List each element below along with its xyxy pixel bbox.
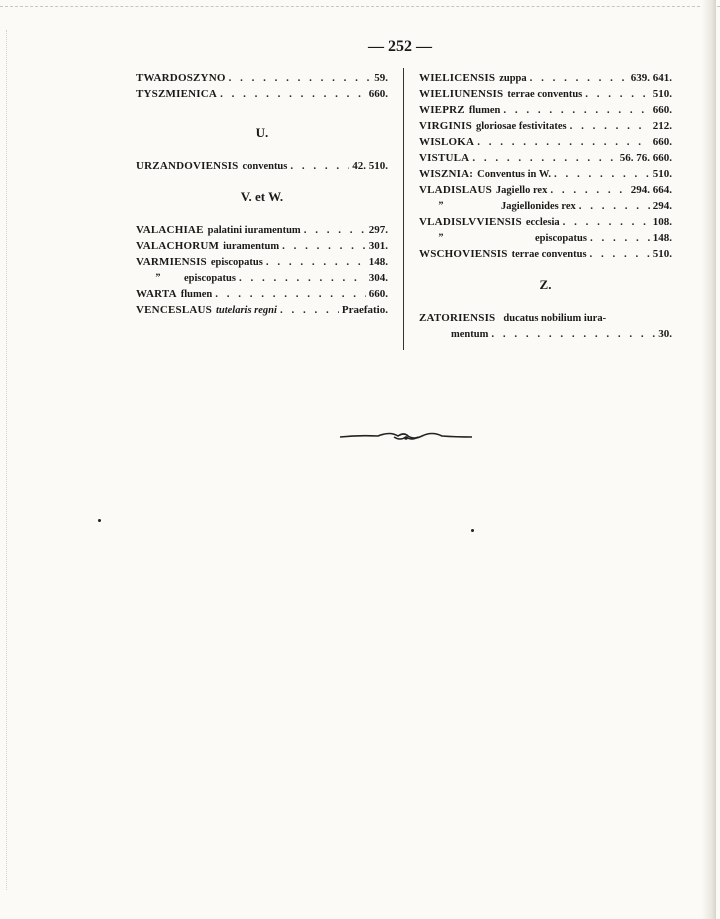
entry-subject: episcopatus	[535, 233, 587, 244]
entry-subject: zuppa	[499, 73, 527, 84]
index-column-right	[419, 70, 672, 342]
entry-pages: 304.	[368, 272, 388, 284]
dot-leader	[215, 286, 366, 302]
entry-pages: 510.	[652, 88, 672, 100]
index-entry	[136, 222, 388, 238]
scan-top-edge	[0, 6, 720, 7]
index-entry	[419, 166, 672, 182]
entry-pages: 510.	[652, 248, 672, 260]
end-ornament	[338, 429, 474, 443]
entry-subject: terrae conventus	[507, 89, 583, 100]
dot-leader	[220, 86, 366, 102]
entry-subject: Jagiellonides rex	[501, 201, 576, 212]
entry-headword: VLADISLVVIENSIS	[419, 216, 522, 228]
dot-leader	[491, 326, 655, 342]
index-entry	[419, 310, 672, 326]
entry-pages: 660.	[652, 136, 672, 148]
entry-subject: Conventus in W.	[477, 169, 551, 180]
entry-subject: episcopatus	[184, 273, 236, 284]
index-entry	[419, 70, 672, 86]
entry-subject: palatini iuramentum	[207, 225, 301, 236]
entry-headword: VARMIENSIS	[136, 256, 207, 268]
entry-pages: 660.	[368, 288, 388, 300]
index-entry	[136, 238, 388, 254]
page-number: — 252 —	[368, 38, 432, 55]
dot-leader	[590, 230, 650, 246]
entry-pages: 30.	[658, 328, 672, 340]
index-entry	[419, 118, 672, 134]
entry-subject: iuramentum	[223, 241, 280, 252]
index-entry	[419, 246, 672, 262]
index-entry	[136, 86, 388, 102]
dot-leader	[239, 270, 366, 286]
entry-pages: 639. 641.	[630, 72, 672, 84]
entry-headword: VLADISLAUS	[419, 184, 492, 196]
entry-headword: WSCHOVIENSIS	[419, 248, 508, 260]
entry-pages: 294. 664.	[630, 184, 672, 196]
entry-subject: gloriosae festivitates	[475, 121, 567, 132]
entry-pages: 301.	[368, 240, 388, 252]
entry-headword: TWARDOSZYNO	[136, 72, 226, 84]
entry-headword: WARTA	[136, 288, 177, 300]
index-entry-ditto	[136, 267, 388, 286]
entry-headword: VENCESLAUS	[136, 304, 212, 316]
index-entry	[136, 302, 388, 318]
entry-subject: flumen	[180, 289, 213, 300]
index-entry	[419, 102, 672, 118]
entry-headword: WIELIUNENSIS	[419, 88, 504, 100]
entry-subject: conventus	[242, 161, 288, 172]
entry-pages: 510.	[652, 168, 672, 180]
entry-headword: WIELICENSIS	[419, 72, 496, 84]
entry-headword: WISLOKA	[419, 136, 475, 148]
entry-subject: Jagiello rex	[495, 185, 548, 196]
entry-pages: 42. 510.	[352, 160, 388, 172]
index-entry	[136, 286, 388, 302]
entry-subject: terrae conventus	[511, 249, 587, 260]
entry-pages: 660.	[368, 88, 388, 100]
dot-leader	[530, 70, 628, 86]
dot-leader	[550, 182, 627, 198]
entry-pages: 59.	[374, 72, 388, 84]
index-entry	[136, 70, 388, 86]
entry-pages: 56. 76. 660.	[619, 152, 672, 164]
dot-leader	[554, 166, 650, 182]
dot-leader	[477, 134, 650, 150]
entry-headword: VIRGINIS	[419, 120, 472, 132]
entry-subject: episcopatus	[210, 257, 263, 268]
entry-headword: VALACHIAE	[136, 224, 204, 236]
dot-leader	[472, 150, 616, 166]
dot-leader	[290, 158, 349, 174]
entry-pages: 297.	[368, 224, 388, 236]
dot-leader	[266, 254, 366, 270]
entry-headword: TYSZMIENICA	[136, 88, 218, 100]
entry-pages: Praefatio.	[341, 304, 388, 316]
dot-leader	[590, 246, 650, 262]
index-entry-ditto	[419, 195, 672, 214]
entry-pages: 212.	[652, 120, 672, 132]
dot-leader	[570, 118, 650, 134]
entry-pages: 660.	[652, 104, 672, 116]
entry-pages: 294.	[652, 200, 672, 212]
section-heading-vw: V. et W.	[240, 189, 284, 204]
entry-subject: flumen	[468, 105, 501, 116]
index-entry-continuation	[419, 326, 672, 342]
ditto-mark: „	[438, 195, 444, 206]
dot-leader	[280, 302, 339, 318]
dot-leader	[503, 102, 649, 118]
section-heading-z: Z.	[539, 277, 552, 292]
entry-headword: URZANDOVIENSIS	[136, 160, 239, 172]
dot-leader	[304, 222, 366, 238]
dot-leader	[579, 198, 650, 214]
entry-headword: ZATORIENSIS	[419, 312, 496, 324]
index-column-left	[136, 70, 388, 318]
index-entry	[419, 150, 672, 166]
scan-speck	[471, 529, 474, 532]
index-entry	[419, 134, 672, 150]
index-entry-ditto	[419, 227, 672, 246]
entry-headword: VISTULA	[419, 152, 470, 164]
dot-leader	[585, 86, 649, 102]
index-entry	[136, 158, 388, 174]
ditto-mark: „	[155, 267, 161, 278]
section-heading-u: U.	[255, 125, 269, 140]
ditto-mark: „	[438, 227, 444, 238]
index-entry	[419, 86, 672, 102]
entry-subject: ecclesia	[525, 217, 560, 228]
scan-left-edge	[6, 30, 7, 890]
scan-speck	[98, 519, 101, 522]
column-rule	[403, 68, 404, 350]
entry-headword: WISZNIA:	[419, 168, 474, 180]
entry-pages: 148.	[652, 232, 672, 244]
dot-leader	[282, 238, 366, 254]
page-curl-shadow	[702, 0, 716, 919]
entry-headword: VALACHORUM	[136, 240, 220, 252]
dot-leader	[563, 214, 650, 230]
entry-pages: 108.	[652, 216, 672, 228]
entry-subject: ducatus nobilium iura-	[503, 313, 607, 324]
dot-leader	[229, 70, 372, 86]
entry-headword: WIEPRZ	[419, 104, 465, 116]
entry-pages: 148.	[368, 256, 388, 268]
entry-subject-continued: mentum	[451, 329, 489, 340]
entry-subject: tutelaris regni	[215, 305, 277, 316]
